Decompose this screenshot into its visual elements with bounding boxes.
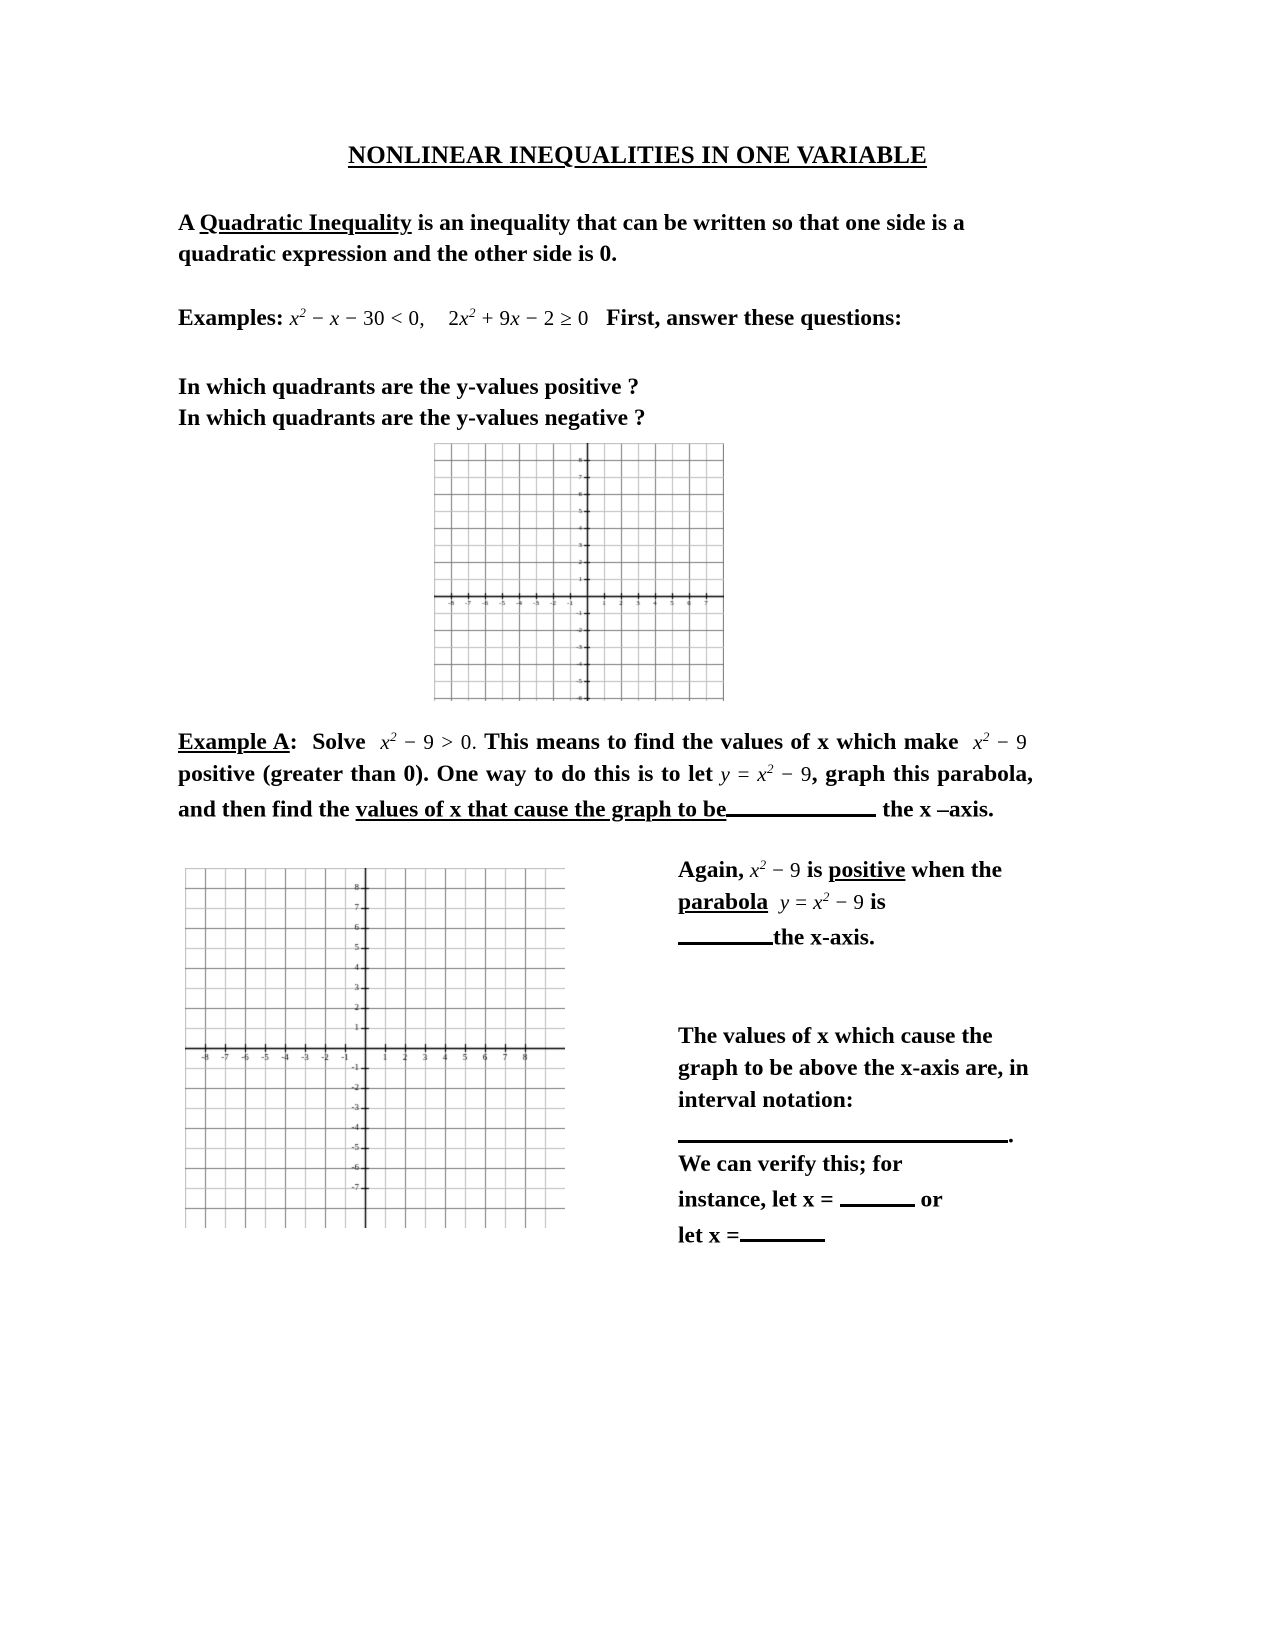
example-a-colon: :: [289, 729, 298, 755]
again-is-1: is: [806, 857, 823, 883]
coordinate-grid-example-a: [185, 868, 565, 1228]
again-is-2: is: [870, 889, 886, 915]
intro-paragraph: [178, 208, 1023, 270]
example-a-blank-tail: the x –axis.: [882, 796, 994, 823]
intro-rest: is an inequality that can be written so that one side is a quadratic expression and the other side is 0.: [178, 210, 965, 267]
example-a-expression-y: $y = x^2 - 9$: [720, 761, 812, 786]
coordinate-grid-top-canvas: [434, 443, 724, 701]
intro-lead: A: [178, 210, 200, 236]
again-word: Again,: [678, 857, 744, 883]
example-expression-2: $2x^2 + 9x - 2 \ge 0$: [448, 305, 589, 330]
again-when: when the: [911, 857, 1003, 883]
verify-line-3: [678, 1216, 1038, 1252]
quadratic-inequality-term: Quadratic Inequality: [199, 210, 412, 236]
example-a-fill-blank[interactable]: [726, 790, 876, 817]
example-a-label: Example A: [178, 729, 290, 755]
page-title: [0, 142, 1275, 170]
right-column-again-block: [678, 854, 1028, 954]
page-title-text: NONLINEAR INEQUALITIES IN ONE VARIABLE: [347, 142, 928, 169]
interval-sentence: The values of x which cause the graph to be above the x-axis are, in interval notation:: [678, 1023, 1029, 1113]
again-tail: the x-axis.: [773, 924, 875, 951]
question-positive: In which quadrants are the y-values positive ?: [178, 374, 640, 400]
verify-line-2-lead: instance, let x =: [678, 1186, 834, 1213]
example-a-sentence-1: This means to find the values of x which make: [484, 729, 959, 755]
example-a-expression-make: $x^2 - 9$: [973, 729, 1028, 754]
right-column-interval-block: [678, 1020, 1038, 1152]
examples-label: Examples:: [178, 305, 284, 331]
verify-line-2-or: or: [920, 1186, 943, 1213]
again-fill-blank[interactable]: [678, 918, 773, 945]
interval-answer-blank[interactable]: [678, 1116, 1008, 1143]
example-a-sentence-2: positive (greater than 0). One way to do this is to let: [178, 761, 713, 787]
examples-prompt: First, answer these questions:: [606, 305, 903, 331]
again-expression: $x^2 - 9$: [749, 857, 801, 882]
interval-period: .: [1008, 1122, 1014, 1149]
example-a-paragraph: [178, 726, 1033, 826]
example-a-solve-word: Solve: [312, 729, 366, 755]
verify-line-2: [678, 1180, 1038, 1216]
quadrant-questions: [178, 372, 818, 434]
verify-blank-2[interactable]: [740, 1216, 825, 1243]
parabola-expression: $y = x^2 - 9$: [779, 889, 865, 914]
example-expression-1: $x^2 - x - 30 < 0$,: [289, 305, 426, 330]
examples-line: [178, 303, 1038, 334]
parabola-word: parabola: [678, 889, 769, 915]
verify-line-3-lead: let x =: [678, 1222, 740, 1248]
example-a-underlined-phrase: values of x that cause the graph to be: [355, 796, 727, 823]
question-negative: In which quadrants are the y-values negative ?: [178, 405, 646, 431]
right-column-verify-block: [678, 1148, 1038, 1251]
coordinate-grid-top: [434, 443, 724, 701]
coordinate-grid-example-a-canvas: [185, 868, 565, 1228]
example-a-expression-solve: $x^2 - 9 > 0$.: [380, 729, 478, 754]
positive-word: positive: [828, 857, 906, 883]
verify-blank-1[interactable]: [840, 1180, 915, 1207]
example-a-sentence-3: , graph this parabola, and then find the: [178, 761, 1034, 823]
verify-line-1: We can verify this; for: [678, 1151, 903, 1177]
